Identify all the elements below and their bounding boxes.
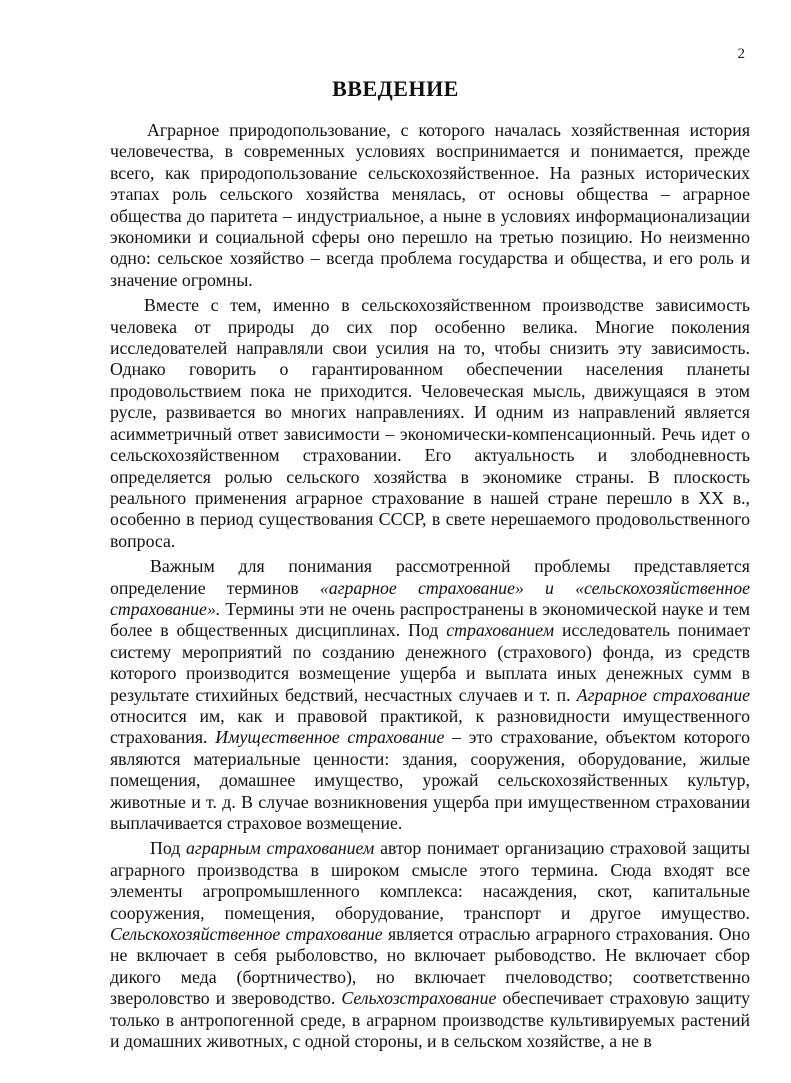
text-segment: Важным для понимания рассмотренной проблемы представляется определение терминов: [110, 556, 750, 598]
page-title: ВВЕДЕНИЕ: [332, 76, 459, 101]
text-segment: автор понимает организацию страховой защиты аграрного производства в широком смысле этого термина. Сюда входят все элементы агропромышленного комплекса: насаждения, скот, капитальные сооружения, помещения, оборудование, транспорт и другое имущество.: [110, 838, 750, 923]
text-segment: относится им, как и правовой практикой, к разновидности имущественного страхования.: [110, 705, 750, 748]
term-italic: Сельскохозяйственное страхование: [110, 924, 383, 945]
term-italic: «аграрное страхование» и «сельскохозяйственное страхование».: [110, 577, 751, 619]
text-segment: – это страхование, объектом которого являются материальные ценности: здания, сооружения, оборудование, жилые помещения, домашнее имущество, урожай сельскохозяйственных культур, животные и т. д. В случае возникновения ущерба при имущественном страховании выплачивается страховое возмещение.: [110, 727, 751, 833]
text-segment: является отраслью аграрного страхования. Оно не включает в себя рыболовство, но включает рыбоводство. Не включает сбор дикого меда (бортничество), но включает пчеловодство; соответственно звероловство и звероводство.: [110, 924, 750, 1009]
term-italic: Имущественное страхование: [215, 727, 445, 748]
paragraph: [110, 295, 750, 552]
page-number: 2: [737, 46, 745, 62]
paragraph: [110, 556, 750, 834]
text-segment: Термины эти не очень распространены в экономической науке и тем более в общественных дисциплинах. Под: [110, 598, 750, 641]
text-segment: Вместе с тем, именно в сельскохозяйственном производстве зависимость человека от природы до сих пор особенно велика. Многие поколения исследователей направляли свои усилия на то, чтобы снизить эту зависимость. Однако говорить о гарантированном обеспечении населения планеты продовольствием пока не приходится. Человеческая мысль, движущаяся в этом русле, развивается во многих направлениях. И одним из направлений является асимметричный ответ зависимости – экономически-компенсационный. Речь идет о сельскохозяйственном страховании. Его актуальность и злободневность определяется ролью сельского хозяйства в экономике страны. В плоскость реального применения аграрное страхование в нашей стране перешло в XX в., особенно в период существования СССР, в свете нерешаемого продовольственного вопроса.: [110, 295, 750, 551]
term-italic: страхованием: [446, 620, 555, 641]
paragraph: [110, 838, 750, 1052]
text-segment: исследователь понимает систему мероприятий по созданию денежного (страхового) фонда, из средств которого производится возмещение ущерба и выплата иных денежных сумм в результате стихийных бедствий, несчастных случаев и т. п.: [110, 620, 750, 705]
term-italic: Аграрное страхование: [576, 684, 751, 705]
term-italic: аграрным страхованием: [186, 838, 375, 859]
text-segment: обеспечивает страховую защиту только в антропогенной среде, в аграрном производстве культивируемых растений и домашних животных, с одной стороны, и в сельском хозяйстве, а не в: [110, 988, 751, 1052]
text-segment: Под: [150, 838, 187, 859]
body-text: [110, 120, 750, 1056]
term-italic: Сельхозстрахование: [341, 988, 497, 1009]
paragraph: [110, 120, 750, 291]
text-segment: Аграрное природопользование, с которого началась хозяйственная история человечества, в современных условиях воспринимается и понимается, прежде всего, как природопользование сельскохозяйственное. На разных исторических этапах роль сельского хозяйства менялась, от основы общества – аграрное общества до паритета – индустриальное, а ныне в условиях информационализации экономики и социальной сферы оно перешло на третью позицию. Но неизменно одно: сельское хозяйство – всегда проблема государства и общества, и его роль и значение огромны.: [110, 120, 750, 290]
